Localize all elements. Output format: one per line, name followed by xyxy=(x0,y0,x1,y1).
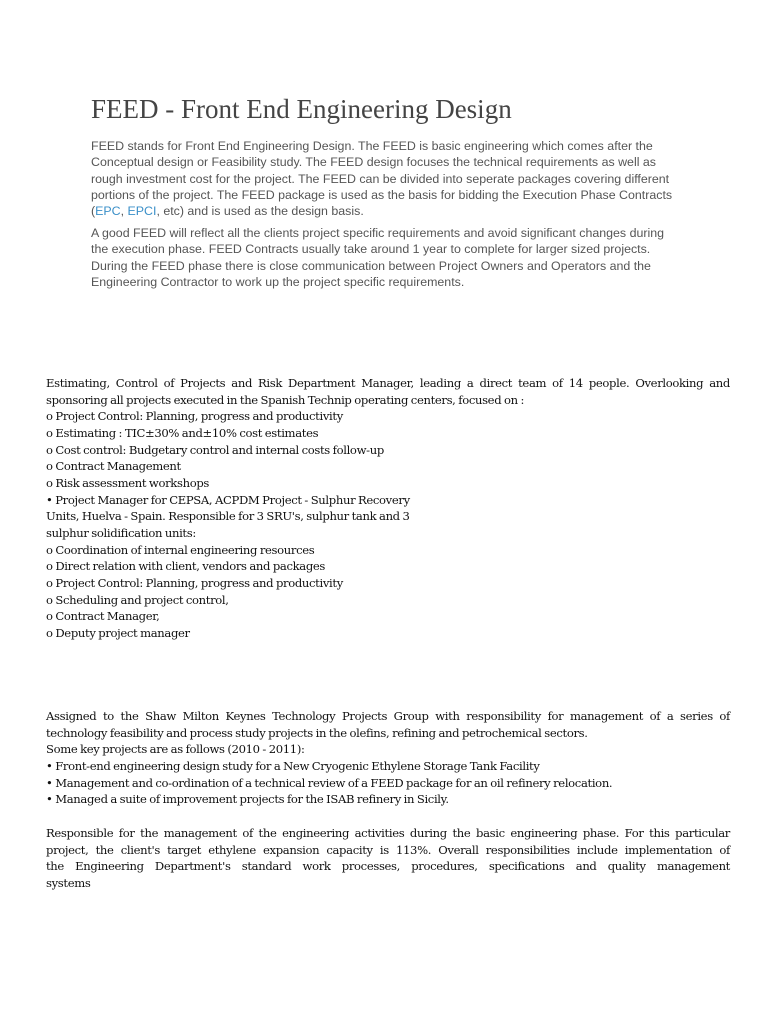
list-item: o Estimating : TIC±30% and±10% cost estimates xyxy=(46,425,319,440)
basic-engineering-block xyxy=(46,825,730,892)
text-line: technology feasibility and process study projects in the olefins, refining and petrochemical sectors. xyxy=(46,725,588,740)
list-item: • Managed a suite of improvement projects for the ISAB refinery in Sicily. xyxy=(46,792,449,807)
list-item: • Project Manager for CEPSA, ACPDM Project - Sulphur Recovery xyxy=(46,492,410,507)
text-line: sulphur solidification units: xyxy=(46,525,196,540)
list-item: o Scheduling and project control, xyxy=(46,592,229,607)
text-line: Responsible for the management of the engineering activities during the basic engineering phase. For this particular xyxy=(46,826,730,840)
list-item: o Direct relation with client, vendors and packages xyxy=(46,559,326,574)
text-line: Units, Huelva - Spain. Responsible for 3 SRU's, sulphur tank and 3 xyxy=(46,509,410,524)
text-line: sponsoring all projects executed in the Spanish Technip operating centers, focused on : xyxy=(46,392,525,407)
list-item: o Contract Manager, xyxy=(46,609,160,624)
page-title: FEED - Front End Engineering Design xyxy=(91,94,512,124)
list-item: • Management and co-ordination of a technical review of a FEED package for an oil refinery relocation. xyxy=(46,775,613,790)
list-item: o Coordination of internal engineering resources xyxy=(46,542,315,557)
text-line: systems xyxy=(46,875,91,890)
link-separator: , xyxy=(120,204,128,219)
feed-intro-paragraph xyxy=(91,138,681,219)
text-line: Assigned to the Shaw Milton Keynes Technology Projects Group with responsibility for management of a series of xyxy=(46,709,730,723)
text-line: Estimating, Control of Projects and Risk Department Manager, leading a direct team of 14 people. Overlooking and xyxy=(46,376,730,390)
epci-link[interactable]: EPCI xyxy=(127,204,157,219)
feed-intro-text: FEED stands for Front End Engineering Design. The FEED is basic engineering which comes after the Conceptual design or Feasibility study. The FEED design focuses the technical requirements as well as rough investment cost for the project. The FEED can be divided into seperate packages covering different portions of the project. The FEED package is used as the basis for bidding the Execution Phase Contracts ( xyxy=(91,139,673,219)
technip-experience-block xyxy=(46,375,730,642)
epc-link[interactable]: EPC xyxy=(95,204,121,219)
list-item: o Contract Management xyxy=(46,459,181,474)
text-line: the Engineering Department's standard work processes, procedures, specifications and quality management xyxy=(46,859,730,874)
list-item: o Risk assessment workshops xyxy=(46,475,209,490)
list-item: o Deputy project manager xyxy=(46,625,190,640)
shaw-experience-block xyxy=(46,708,730,808)
list-item: o Cost control: Budgetary control and internal costs follow-up xyxy=(46,442,384,457)
list-item: • Front-end engineering design study for a New Cryogenic Ethylene Storage Tank Facility xyxy=(46,758,540,773)
feed-good-paragraph: A good FEED will reflect all the clients project specific requirements and avoid significant changes during the execution phase. FEED Contracts usually take around 1 year to complete for larger sized projects. During the FEED phase there is close communication between Project Owners and Operators and the Engineering Contractor to work up the project specific requirements. xyxy=(91,226,665,289)
feed-intro-text-end: , etc) and is used as the design basis. xyxy=(156,204,364,219)
text-line: Some key projects are as follows (2010 - 2011): xyxy=(46,742,305,757)
list-item: o Project Control: Planning, progress and productivity xyxy=(46,409,343,424)
text-line: project, the client's target ethylene expansion capacity is 113%. Overall responsibilities include implementation of xyxy=(46,842,730,857)
list-item: o Project Control: Planning, progress and productivity xyxy=(46,575,343,590)
